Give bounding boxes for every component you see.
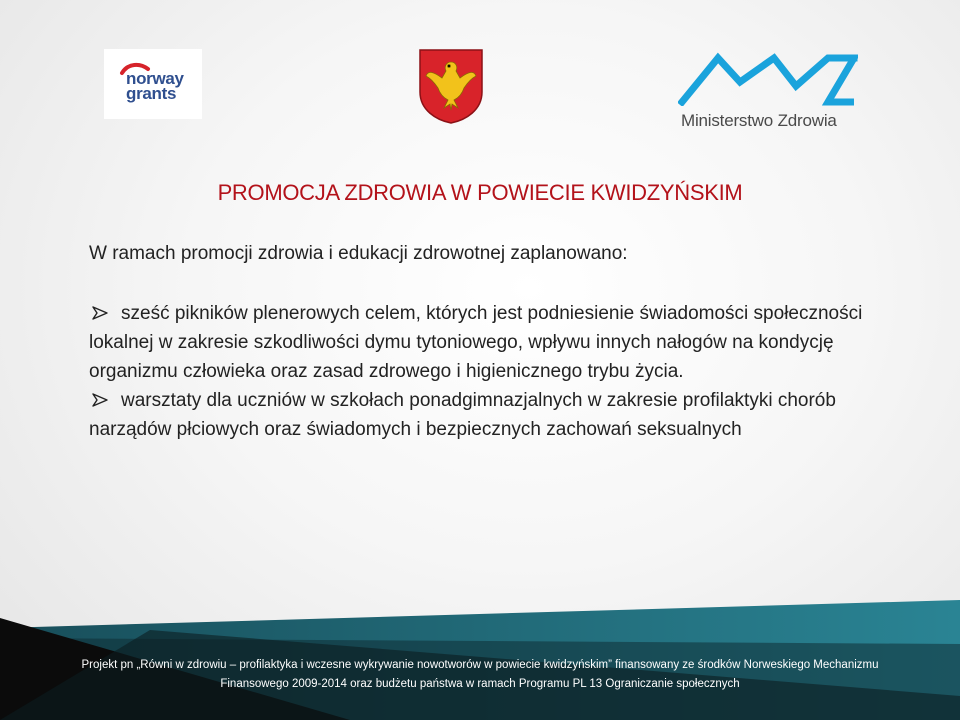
list-item — [89, 386, 889, 444]
arrow-bullet-icon — [91, 306, 109, 320]
page-title: PROMOCJA ZDROWIA W POWIECIE KWIDZYŃSKIM — [217, 180, 743, 205]
norway-grants-word-1: norway — [126, 69, 184, 88]
footer-line-2: Finansowego 2009-2014 oraz budżetu państwa w ramach Programu PL 13 Ograniczanie społecznych — [220, 678, 740, 690]
intro-text: W ramach promocji zdrowia i edukacji zdrowotnej zaplanowano: — [89, 243, 628, 264]
eagle-coat-of-arms-icon — [418, 48, 484, 124]
ministry-name: Ministerstwo Zdrowia — [681, 111, 837, 130]
list-item-text: warsztaty dla uczniów w szkołach ponadgimnazjalnych w zakresie profilaktyki chorób narządów płciowych oraz świadomych i bezpiecznych zachowań seksualnych — [89, 390, 836, 440]
footer-line-1: Projekt pn „Równi w zdrowiu – profilaktyka i wczesne wykrywanie nowotworów w powiecie kwidzyńskim” finansowany ze środków Norweskiego Mechanizmu — [81, 659, 879, 671]
norway-grants-word-2: grants — [126, 84, 177, 103]
norway-grants-logo — [104, 49, 202, 119]
arrow-bullet-icon — [91, 393, 109, 407]
planned-activities-list — [89, 299, 889, 444]
ministerstwo-zdrowia-mark-icon — [678, 50, 858, 106]
list-item — [89, 299, 889, 386]
list-item-text: sześć pikników plenerowych celem, których jest podniesienie świadomości społeczności lokalnej w zakresie szkodliwości dymu tytoniowego, wpływu innych nałogów na kondycję organizmu człowieka oraz zasad zdrowego i higienicznego trybu życia. — [89, 303, 863, 382]
